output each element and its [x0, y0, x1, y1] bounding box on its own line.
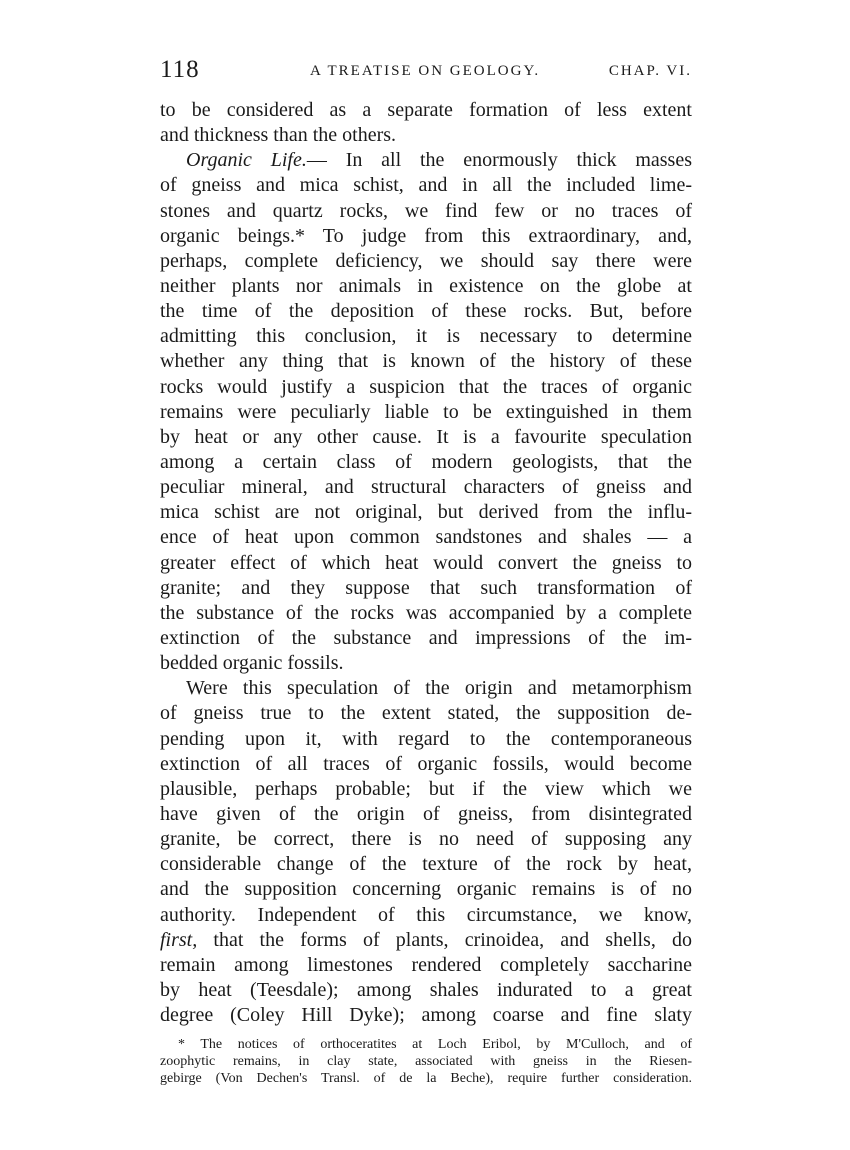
emphasized-word: first,	[160, 928, 198, 951]
chapter-label: CHAP. VI.	[608, 63, 692, 79]
text-line: stones and quartz rocks, we find few or no traces of	[160, 199, 692, 222]
text-line: authority. Independent of this circumstance, we know,	[160, 903, 692, 926]
text-line: whether any thing that is known of the history of these	[160, 350, 692, 373]
text-line: by heat (Teesdale); among shales indurated to a great	[160, 978, 692, 1001]
text-line: extinction of the substance and impressions of the im-	[160, 626, 692, 649]
text-line: admitting this conclusion, it is necessary to determine	[160, 325, 692, 348]
text-line: and the supposition concerning organic remains is of no	[160, 878, 692, 901]
paragraph-first-line	[160, 148, 692, 173]
text-line: greater effect of which heat would convert the gneiss to	[160, 551, 692, 574]
text-line: among a certain class of modern geologists, that the	[160, 450, 692, 473]
footnote-line: * The notices of orthoceratites at Loch Eribol, by M'Culloch, and of	[178, 1037, 692, 1052]
text-line: pending upon it, with regard to the contemporaneous	[160, 727, 692, 750]
text-line: rocks would justify a suspicion that the traces of organic	[160, 375, 692, 398]
text-line: of gneiss true to the extent stated, the supposition de-	[160, 702, 692, 725]
text-line: neither plants nor animals in existence on the globe at	[160, 274, 692, 297]
paragraph-first-line: Were this speculation of the origin and metamorphism	[186, 677, 692, 700]
body-text	[160, 98, 692, 1028]
footnote	[160, 1036, 692, 1087]
text-line: the substance of the rocks was accompanied by a complete	[160, 601, 692, 624]
footnote-line: gebirge (Von Dechen's Transl. of de la Beche), require further consideration.	[160, 1071, 692, 1086]
text-fragment: that the forms of plants, crinoidea, and shells, do	[213, 928, 692, 951]
footnote-line: zoophytic remains, in clay state, associated with gneiss in the Riesen-	[160, 1054, 692, 1069]
text-line: considerable change of the texture of the rock by heat,	[160, 853, 692, 876]
text-line: mica schist are not original, but derived from the influ-	[160, 501, 692, 524]
text-line: and thickness than the others.	[160, 124, 397, 147]
running-header	[160, 56, 692, 86]
section-heading: Organic Life.	[186, 149, 307, 172]
text-line: peculiar mineral, and structural characters of gneiss and	[160, 476, 692, 499]
text-line: of gneiss and mica schist, and in all the included lime-	[160, 174, 692, 197]
text-line: organic beings.* To judge from this extraordinary, and,	[160, 224, 692, 247]
text-line: degree (Coley Hill Dyke); among coarse and fine slaty	[160, 1004, 692, 1027]
text-line: remains were peculiarly liable to be extinguished in them	[160, 400, 692, 423]
text-line: the time of the deposition of these rocks. But, before	[160, 300, 692, 323]
text-line: ence of heat upon common sandstones and shales — a	[160, 526, 692, 549]
text-line: granite; and they suppose that such transformation of	[160, 576, 692, 599]
running-title: A TREATISE ON GEOLOGY.	[310, 63, 541, 79]
text-line: plausible, perhaps probable; but if the view which we	[160, 777, 692, 800]
text-line: granite, be correct, there is no need of supposing any	[160, 828, 692, 851]
text-line: extinction of all traces of organic fossils, would become	[160, 752, 692, 775]
text-line: perhaps, complete deficiency, we should say there were	[160, 249, 692, 272]
text-line: to be considered as a separate formation of less extent	[160, 99, 692, 121]
text-line: bedded organic fossils.	[160, 652, 344, 675]
text-line	[160, 928, 692, 953]
text-line: have given of the origin of gneiss, from disintegrated	[160, 802, 692, 825]
text-fragment: — In all the enormously thick masses	[306, 149, 692, 172]
text-line: by heat or any other cause. It is a favourite speculation	[160, 425, 692, 448]
text-line: remain among limestones rendered completely saccharine	[160, 953, 692, 976]
page-number: 118	[160, 56, 200, 83]
